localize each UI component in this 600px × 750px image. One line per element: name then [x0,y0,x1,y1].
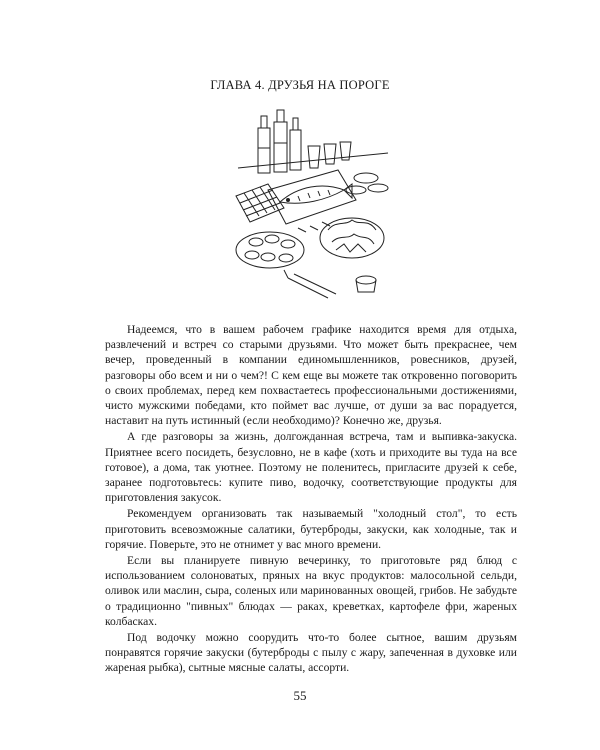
fish-platter-icon [268,170,356,224]
paragraph: Надеемся, что в вашем рабочем графике находится время для отдыха, развлечений и встреч со старыми друзьями. Что может быть прекраснее, чем вечер, проведенный в компании единомышленников, ровесников, друзей, разговоры обо всем и ни о чем?! С кем еще вы можете так откровенно поговорить о своих проблемах, перед кем похвастаетесь профессиональными достижениями, чисто мужскими победами, кто поймет вас лучше, от души за вас порадуется, наставит на путь истинный (если необходимо)? Конечно же, друзья. [105,323,517,428]
bottle-icon [274,110,287,172]
appetizer-platter-icon [236,232,304,268]
cup-icon [356,276,376,292]
paragraph: Рекомендуем организовать так называемый "холодный стол", то есть приготовить всевозможные салатики, бутерброды, закуски, как холодные, так и горячие. Поверьте, это не отнимет у вас много времени. [105,507,517,551]
salad-bowl-icon [320,218,384,258]
article-body [105,322,517,677]
food-table-illustration [228,108,396,308]
chapter-title: ГЛАВА 4. ДРУЗЬЯ НА ПОРОГЕ [210,78,390,92]
paragraph: Если вы планируете пивную вечеринку, то приготовьте ряд блюд с использованием солоноватых, пряных на вкус продуктов: малосольной сельди, оливок или маслин, сыра, соленых или маринованных овощей, грибов. Не забудьте о традиционно "пивных" блюдах — раках, креветках, картофеле фри, жареных колбасках. [105,554,517,628]
paragraph: А где разговоры за жизнь, долгожданная встреча, там и выпивка-закуска. Приятнее всего посидеть, безусловно, не в кафе (хоть и приходите вы туда на все готовое), а дома, так уютнее. Поэтому не поленитесь, пригласите друзей к себе, заранее подготовьтесь: купите пиво, водочку, соответствующие продукты для приготовления закусок. [105,430,517,505]
page-number: 55 [293,688,307,703]
bottle-icon [258,116,270,173]
paragraph: Под водочку можно соорудить что-то более сытное, вашим друзьям понравятся горячие закуски (бутерброды с пылу с жару, запеченная в духовке или жареная рыбка), сытные мясные салаты, ассорти. [105,631,517,675]
napkin-icon [236,184,284,222]
